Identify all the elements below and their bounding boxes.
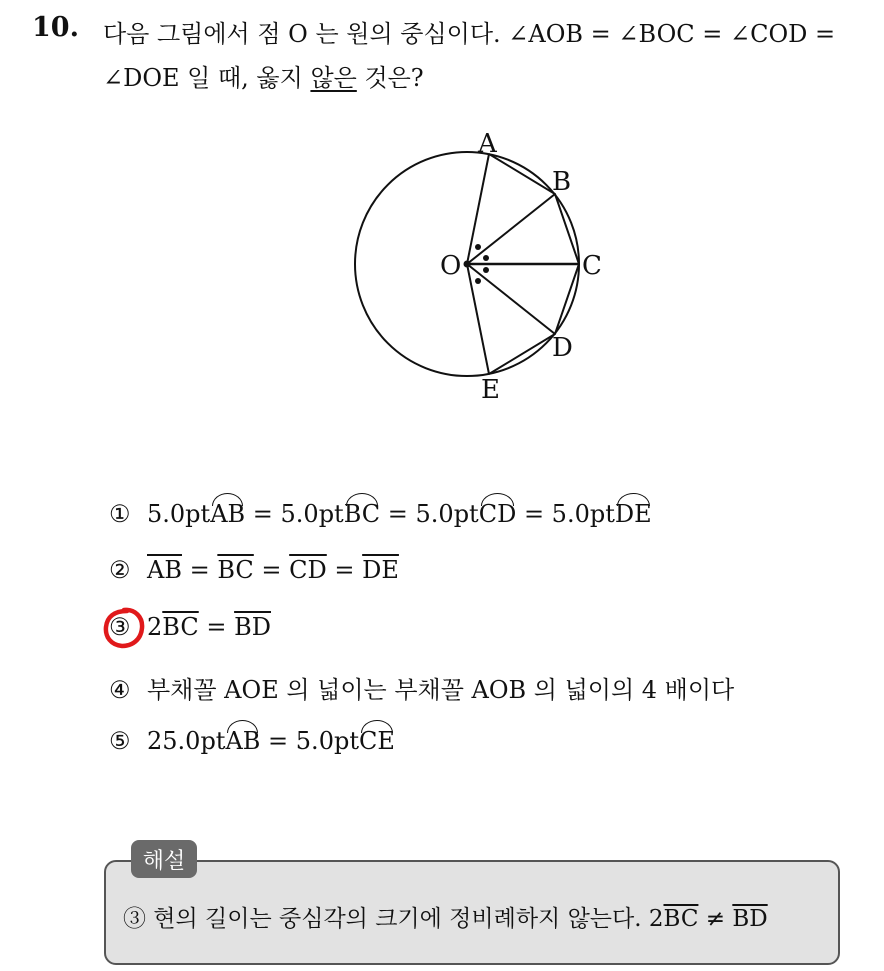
- option-text: =: [198, 613, 235, 641]
- option-text: = 5.0pt: [260, 727, 359, 755]
- label-c: C: [582, 251, 602, 281]
- segment-bd: $\overline{BD}$: [234, 613, 271, 641]
- question-text-part: 것은?: [356, 64, 424, 92]
- option-text: = 5.0pt: [516, 500, 615, 528]
- label-o: O: [440, 251, 462, 281]
- question-text-part: ∠DOE 일 때, 옳지: [103, 64, 311, 92]
- arc-ce: CE: [358, 727, 395, 755]
- option-text: 25.0pt: [147, 727, 226, 755]
- option-number: ⑤: [109, 727, 131, 755]
- option-number: ①: [109, 500, 131, 528]
- solution-tab: 해설: [131, 840, 197, 878]
- radius-od: [467, 264, 555, 334]
- angle-mark: [475, 244, 481, 250]
- label-a: A: [478, 129, 497, 159]
- segment-bc: $\overline{BC}$: [663, 906, 699, 932]
- option-2[interactable]: [109, 556, 399, 584]
- question-text-line1: 다음 그림에서 점 O 는 원의 중심이다. ∠AOB = ∠BOC = ∠COD =: [103, 20, 836, 48]
- segment-ab: $\overline{AB}$: [147, 556, 182, 584]
- angle-mark: [483, 255, 489, 261]
- question-text-line2: [103, 58, 424, 93]
- emphasis-underlined: 않은: [310, 64, 357, 92]
- option-text: 2: [147, 613, 163, 641]
- arc-ab: AB: [210, 500, 246, 528]
- option-text: = 5.0pt: [380, 500, 479, 528]
- option-text: = 5.0pt: [245, 500, 344, 528]
- option-5[interactable]: [109, 727, 395, 755]
- arc-cd: CD: [478, 500, 517, 528]
- segment-de: $\overline{DE}$: [362, 556, 399, 584]
- arc-bc: BC: [343, 500, 381, 528]
- answer-mark-circle: [101, 605, 147, 651]
- radius-ob: [467, 194, 555, 264]
- segment-bc: $\overline{BC}$: [162, 613, 199, 641]
- arc-de: DE: [614, 500, 652, 528]
- arc-ab: AB: [225, 727, 261, 755]
- option-text: =: [326, 556, 363, 584]
- solution-text: [123, 900, 768, 933]
- angle-mark: [475, 278, 481, 284]
- option-number: ③: [109, 613, 131, 641]
- option-text: =: [253, 556, 290, 584]
- center-point: [464, 261, 471, 268]
- label-d: D: [552, 333, 573, 363]
- segment-bc: $\overline{BC}$: [217, 556, 254, 584]
- angle-mark: [483, 267, 489, 273]
- solution-text-part: ③ 현의 길이는 중심각의 크기에 정비례하지 않는다. 2: [123, 906, 664, 932]
- option-text: =: [181, 556, 218, 584]
- label-e: E: [481, 375, 500, 405]
- label-b: B: [552, 167, 572, 197]
- segment-bd: $\overline{BD}$: [732, 906, 768, 932]
- option-number: ④: [109, 676, 131, 704]
- option-number: ②: [109, 556, 131, 584]
- option-4[interactable]: [109, 670, 734, 705]
- solution-text-part: ≠: [698, 906, 733, 932]
- option-text: 부채꼴 AOE 의 넓이는 부채꼴 AOB 의 넓이의 4 배이다: [147, 676, 735, 704]
- option-1[interactable]: [109, 500, 652, 528]
- segment-cd: $\overline{CD}$: [289, 556, 327, 584]
- question-number: 10.: [32, 12, 79, 43]
- circle-figure: [340, 118, 620, 408]
- option-text: 5.0pt: [147, 500, 211, 528]
